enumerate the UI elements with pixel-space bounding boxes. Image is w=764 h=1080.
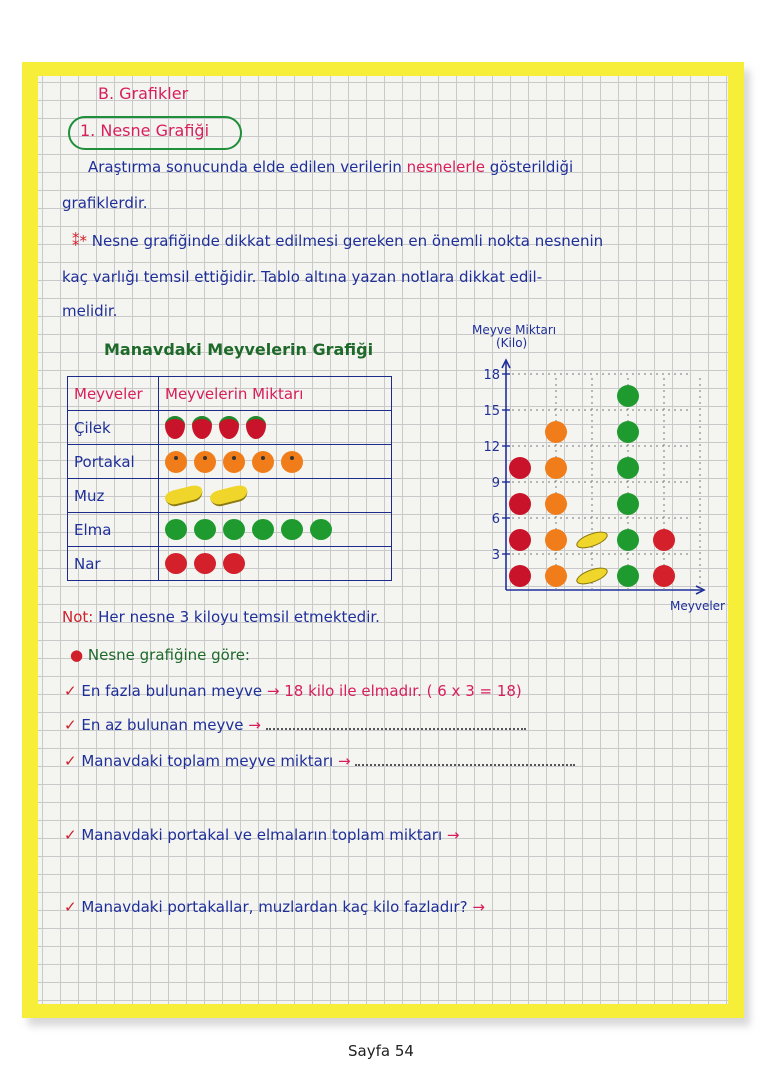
question-2 bbox=[64, 716, 526, 734]
strawberry-icon bbox=[165, 416, 185, 439]
arrow-icon: → bbox=[248, 716, 261, 734]
row-icons bbox=[159, 547, 392, 581]
orange-icon bbox=[194, 451, 216, 473]
note-line3: melidir. bbox=[62, 302, 118, 320]
strawberry-icon bbox=[509, 529, 531, 551]
q3-text: Manavdaki toplam meyve miktarı bbox=[81, 752, 334, 770]
y-axis-label: Meyve Miktarı (Kilo) bbox=[472, 323, 557, 350]
check-icon: ✓ bbox=[64, 682, 77, 700]
row-icons bbox=[159, 411, 392, 445]
strawberry-icon bbox=[192, 416, 212, 439]
pomegranate-icon bbox=[653, 529, 675, 551]
orange-icon bbox=[545, 457, 567, 479]
y-tick-label: 3 bbox=[491, 548, 500, 563]
not-label: Not: bbox=[62, 608, 94, 626]
orange-icon bbox=[252, 451, 274, 473]
apple-icon bbox=[617, 565, 639, 587]
strawberry-icon bbox=[509, 457, 531, 479]
question-3 bbox=[64, 752, 575, 770]
apple-icon bbox=[310, 519, 332, 540]
table-row bbox=[68, 513, 392, 547]
page-number: Sayfa 54 bbox=[348, 1042, 414, 1060]
y-tick-label: 15 bbox=[483, 404, 500, 419]
header-fruit: Meyveler bbox=[68, 377, 159, 411]
strawberry-icon bbox=[509, 565, 531, 587]
table-row bbox=[68, 479, 392, 513]
q2-text: En az bulunan meyve bbox=[81, 716, 244, 734]
check-icon: ✓ bbox=[64, 752, 77, 770]
arrow-icon: → bbox=[266, 682, 280, 700]
intro-line1 bbox=[88, 158, 573, 176]
strawberry-icon bbox=[246, 416, 266, 439]
subsection-title: 1. Nesne Grafiği bbox=[80, 121, 210, 140]
apple-icon bbox=[281, 519, 303, 540]
table-title: Manavdaki Meyvelerin Grafiği bbox=[104, 340, 374, 359]
arrow-icon: → bbox=[337, 752, 351, 770]
row-icons bbox=[159, 445, 392, 479]
section-title: B. Grafikler bbox=[98, 84, 189, 103]
not-text: Her nesne 3 kiloyu temsil etmektedir. bbox=[98, 608, 380, 626]
y-tick-label: 6 bbox=[491, 512, 500, 527]
y-tick-label: 18 bbox=[483, 368, 500, 383]
row-name: Elma bbox=[68, 513, 159, 547]
q4-text: Manavdaki portakal ve elmaların toplam miktarı bbox=[81, 826, 443, 844]
q5-text: Manavdaki portakallar, muzlardan kaç kilo fazladır? bbox=[81, 898, 468, 916]
row-icons bbox=[159, 513, 392, 547]
strawberry-icon bbox=[219, 416, 239, 439]
question-4 bbox=[64, 826, 460, 844]
intro-highlight: nesnelerle bbox=[406, 158, 485, 176]
check-icon: ✓ bbox=[64, 898, 77, 916]
questions-header bbox=[70, 646, 250, 664]
note-line2: kaç varlığı temsil ettiğidir. Tablo altına yazan notlara dikkat edil- bbox=[62, 268, 543, 286]
q1-calc: ( 6 x 3 = 18) bbox=[426, 682, 522, 700]
header-amount: Meyvelerin Miktarı bbox=[159, 377, 392, 411]
orange-icon bbox=[545, 493, 567, 515]
note-star-icon: ⁑* bbox=[72, 232, 87, 250]
note-text1: Nesne grafiğinde dikkat edilmesi gereken en önemli nokta nesnenin bbox=[91, 232, 604, 250]
apple-icon bbox=[165, 519, 187, 540]
row-name: Muz bbox=[68, 479, 159, 513]
apple-icon bbox=[252, 519, 274, 540]
intro-line2: grafiklerdir. bbox=[62, 194, 148, 212]
row-icons bbox=[159, 479, 392, 513]
intro-suffix: gösterildiği bbox=[489, 158, 574, 176]
answer-blank bbox=[266, 728, 526, 730]
arrow-icon: → bbox=[472, 898, 485, 916]
row-name: Portakal bbox=[68, 445, 159, 479]
orange-icon bbox=[281, 451, 303, 473]
arrow-icon: → bbox=[446, 826, 460, 844]
x-axis-label: Meyveler bbox=[670, 599, 725, 613]
apple-icon bbox=[194, 519, 216, 540]
apple-icon bbox=[617, 457, 639, 479]
orange-icon bbox=[223, 451, 245, 473]
table-row bbox=[68, 411, 392, 445]
banana-icon bbox=[209, 484, 250, 509]
note-line1 bbox=[72, 232, 603, 250]
orange-icon bbox=[165, 451, 187, 473]
strawberry-icon bbox=[509, 493, 531, 515]
pomegranate-icon bbox=[223, 553, 245, 574]
answer-blank bbox=[355, 764, 575, 766]
y-tick-label: 12 bbox=[483, 440, 500, 455]
q1-answer: 18 kilo ile elmadır. bbox=[284, 682, 422, 700]
apple-icon bbox=[223, 519, 245, 540]
row-name: Nar bbox=[68, 547, 159, 581]
apple-icon bbox=[617, 529, 639, 551]
table-row bbox=[68, 445, 392, 479]
y-tick-label: 9 bbox=[491, 476, 500, 491]
question-5 bbox=[64, 898, 485, 916]
pictograph-table bbox=[67, 376, 392, 581]
orange-icon bbox=[545, 565, 567, 587]
orange-icon bbox=[545, 421, 567, 443]
pictograph-chart bbox=[466, 318, 736, 618]
apple-icon bbox=[617, 385, 639, 407]
table-row bbox=[68, 547, 392, 581]
table-header-row bbox=[68, 377, 392, 411]
check-icon: ✓ bbox=[64, 716, 77, 734]
questions-header-text: Nesne grafiğine göre: bbox=[87, 646, 250, 664]
pomegranate-icon bbox=[653, 565, 675, 587]
check-icon: ✓ bbox=[64, 826, 77, 844]
pomegranate-icon bbox=[165, 553, 187, 574]
question-1 bbox=[64, 682, 522, 700]
intro-prefix: Araştırma sonucunda elde edilen verilerin bbox=[88, 158, 402, 176]
apple-icon bbox=[617, 421, 639, 443]
row-name: Çilek bbox=[68, 411, 159, 445]
q1-text: En fazla bulunan meyve bbox=[81, 682, 263, 700]
pomegranate-icon bbox=[194, 553, 216, 574]
apple-icon bbox=[617, 493, 639, 515]
bullet-icon: ● bbox=[70, 646, 84, 664]
orange-icon bbox=[545, 529, 567, 551]
not-line bbox=[62, 608, 380, 626]
banana-icon bbox=[164, 484, 205, 509]
